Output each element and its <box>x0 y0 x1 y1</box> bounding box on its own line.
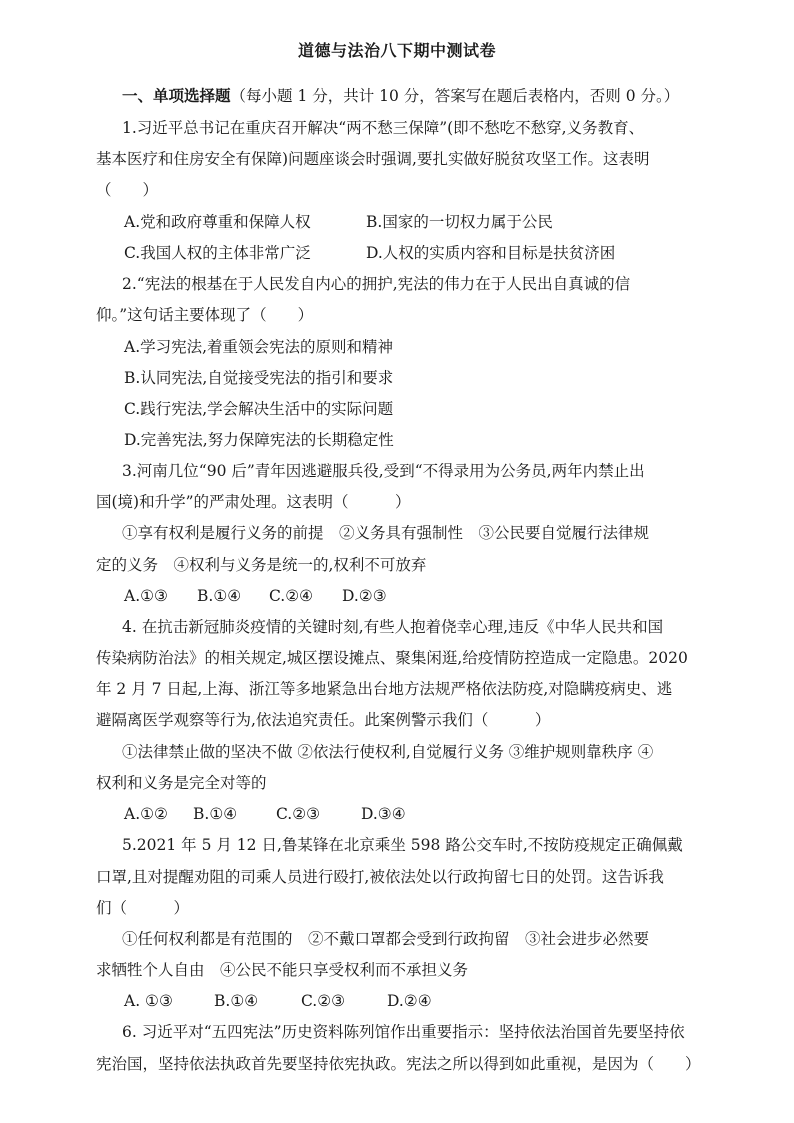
q3-option-b[interactable]: B.①④ <box>197 587 242 605</box>
q1-option-a[interactable]: A.党和政府尊重和保障人权 <box>124 213 311 231</box>
q3-statement-line-2: 定的义务 ④权利与义务是统一的,权利不可放弃 <box>96 556 427 574</box>
q4-statement-line-1: ①法律禁止做的坚决不做 ②依法行使权利,自觉履行义务 ③维护规则靠秩序 ④ <box>122 743 654 761</box>
q5-option-c[interactable]: C.②③ <box>301 992 346 1010</box>
q5-stem-line-2: 口罩,且对提醒劝阻的司乘人员进行殴打,被依法处以行政拘留七日的处罚。这告诉我 <box>96 868 664 886</box>
q3-option-d[interactable]: D.②③ <box>342 587 387 605</box>
q5-stem-line-3: 们（ ） <box>96 899 190 917</box>
q3-option-a[interactable]: A.①③ <box>124 587 168 605</box>
q4-option-b[interactable]: B.①④ <box>193 805 238 823</box>
q3-stem-line-2: 国(境)和升学”的严肃处理。这表明（ ） <box>96 493 411 511</box>
q3-statement-line-1: ①享有权利是履行义务的前提 ②义务具有强制性 ③公民要自觉履行法律规 <box>122 524 650 542</box>
page-title: 道德与法治八下期中测试卷 <box>297 41 496 60</box>
q4-option-a[interactable]: A.①② <box>124 805 168 823</box>
q1-answer-blank: （ ） <box>96 181 159 199</box>
q5-option-b[interactable]: B.①④ <box>214 992 259 1010</box>
q4-option-c[interactable]: C.②③ <box>276 805 321 823</box>
q1-option-d[interactable]: D.人权的实质内容和目标是扶贫济困 <box>366 244 616 262</box>
q2-option-a[interactable]: A.学习宪法,着重领会宪法的原则和精神 <box>124 338 394 356</box>
q5-stem-line-1: 5.2021 年 5 月 12 日,鲁某锋在北京乘坐 598 路公交车时,不按防疫规定正确佩戴 <box>122 836 683 854</box>
q4-option-d[interactable]: D.③④ <box>361 805 406 823</box>
q2-stem-line-2: 仰。”这句话主要体现了（ ） <box>96 306 314 324</box>
q6-stem-line-2: 宪治国，坚持依法执政首先要坚持依宪执政。宪法之所以得到如此重视，是因为（ ） <box>96 1055 701 1073</box>
q4-stem-line-2: 传染病防治法》的相关规定,城区摆设摊点、聚集闲逛,给疫情防控造成一定隐患。2020 <box>96 649 688 667</box>
q2-option-d[interactable]: D.完善宪法,努力保障宪法的长期稳定性 <box>124 431 394 449</box>
q2-option-c[interactable]: C.践行宪法,学会解决生活中的实际问题 <box>124 400 394 418</box>
q2-option-b[interactable]: B.认同宪法,自觉接受宪法的指引和要求 <box>124 369 394 387</box>
q4-stem-line-4: 避隔离医学观察等行为,依法追究责任。此案例警示我们（ ） <box>96 711 551 729</box>
q5-statement-line-1: ①任何权利都是有范围的 ②不戴口罩都会受到行政拘留 ③社会进步必然要 <box>122 930 650 948</box>
q4-stem-line-1: 4. 在抗击新冠肺炎疫情的关键时刻,有些人抱着侥幸心理,违反《中华人民共和国 <box>122 618 664 636</box>
q4-stem-line-3: 年 2 月 7 日起,上海、浙江等多地紧急出台地方法规严格依法防疫,对隐瞒疫病史、逃 <box>96 680 673 698</box>
q5-option-a[interactable]: A. ①③ <box>124 992 173 1010</box>
section-note: （每小题 1 分，共计 10 分，答案写在题后表格内，否则 0 分。） <box>230 87 680 105</box>
q4-statement-line-2: 权利和义务是完全对等的 <box>96 774 267 792</box>
q1-option-b[interactable]: B.国家的一切权力属于公民 <box>366 213 553 231</box>
q5-option-d[interactable]: D.②④ <box>387 992 432 1010</box>
q6-stem-line-1: 6. 习近平对“五四宪法”历史资料陈列馆作出重要指示：坚持依法治国首先要坚持依 <box>122 1023 685 1041</box>
q3-stem-line-1: 3.河南几位“90 后”青年因逃避服兵役,受到“不得录用为公务员,两年内禁止出 <box>122 462 645 480</box>
section-heading: 一、单项选择题 <box>122 87 231 105</box>
q1-option-c[interactable]: C.我国人权的主体非常广泛 <box>124 244 311 262</box>
q1-stem-line-1: 1.习近平总书记在重庆召开解决“两不愁三保障”(即不愁吃不愁穿,义务教育、 <box>122 119 645 137</box>
section-heading-line <box>122 86 679 106</box>
q1-stem-line-2: 基本医疗和住房安全有保障)问题座谈会时强调,要扎实做好脱贫攻坚工作。这表明 <box>96 150 650 168</box>
q2-stem-line-1: 2.“宪法的根基在于人民发自内心的拥护,宪法的伟力在于人民出自真诚的信 <box>122 275 631 293</box>
q3-option-c[interactable]: C.②④ <box>269 587 314 605</box>
q5-statement-line-2: 求牺牲个人自由 ④公民不能只享受权利而不承担义务 <box>96 961 469 979</box>
